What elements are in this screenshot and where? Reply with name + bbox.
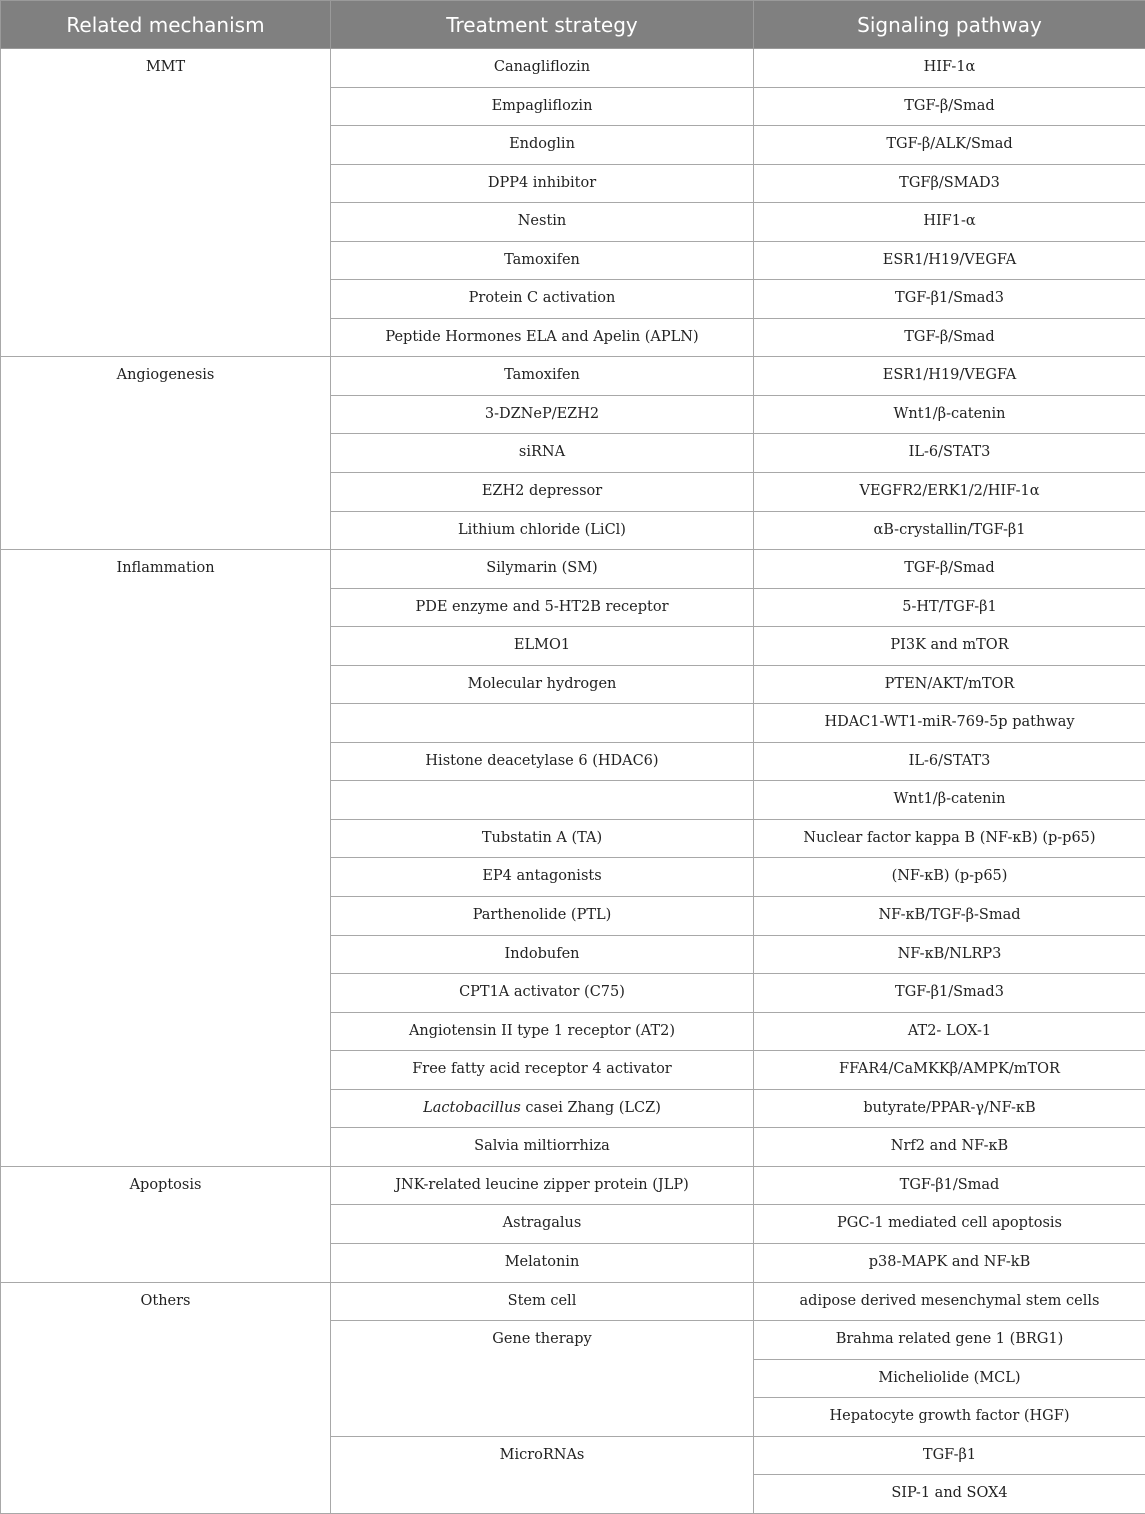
header-treatment-strategy: Treatment strategy xyxy=(331,1,754,49)
header-signaling-pathway: Signaling pathway xyxy=(754,1,1145,49)
strategy-cell: EP4 antagonists xyxy=(331,858,754,897)
table-row xyxy=(1,357,1145,396)
pathway-cell: SIP-1 and SOX4 xyxy=(754,1475,1145,1514)
strategy-cell: siRNA xyxy=(331,434,754,473)
pathway-cell: TGF-β1/Smad3 xyxy=(754,280,1145,319)
group-cell-angiogenesis: Angiogenesis xyxy=(1,357,331,550)
strategy-cell: PDE enzyme and 5-HT2B receptor xyxy=(331,588,754,627)
strategy-cell: Empagliflozin xyxy=(331,87,754,126)
strategy-cell: Lithium chloride (LiCl) xyxy=(331,511,754,550)
pathway-cell: IL-6/STAT3 xyxy=(754,434,1145,473)
strategy-cell: Histone deacetylase 6 (HDAC6) xyxy=(331,742,754,781)
strategy-text: casei Zhang (LCZ) xyxy=(521,1100,661,1116)
pathway-cell: HDAC1-WT1-miR-769-5p pathway xyxy=(754,704,1145,743)
strategy-cell xyxy=(331,1089,754,1128)
pathway-cell: Hepatocyte growth factor (HGF) xyxy=(754,1398,1145,1437)
strategy-cell: Endoglin xyxy=(331,126,754,165)
group-cell-inflammation: Inflammation xyxy=(1,550,331,1167)
pathway-cell: αB-crystallin/TGF-β1 xyxy=(754,511,1145,550)
pathway-cell: Brahma related gene 1 (BRG1) xyxy=(754,1321,1145,1360)
strategy-cell: Parthenolide (PTL) xyxy=(331,897,754,936)
strategy-cell: JNK-related leucine zipper protein (JLP) xyxy=(331,1166,754,1205)
pathway-cell: Wnt1/β-catenin xyxy=(754,781,1145,820)
pathway-cell: PTEN/AKT/mTOR xyxy=(754,665,1145,704)
strategy-cell: MicroRNAs xyxy=(331,1436,754,1513)
strategy-cell: Tamoxifen xyxy=(331,357,754,396)
table-row xyxy=(1,1282,1145,1321)
group-cell-apoptosis: Apoptosis xyxy=(1,1166,331,1282)
pathway-cell: butyrate/PPAR-γ/NF-κB xyxy=(754,1089,1145,1128)
pathway-cell: NF-κB/NLRP3 xyxy=(754,935,1145,974)
pathway-cell: TGF-β/Smad xyxy=(754,318,1145,357)
strategy-cell: Salvia miltiorrhiza xyxy=(331,1128,754,1167)
header-related-mechanism: Related mechanism xyxy=(1,1,331,49)
pathway-cell: TGF-β1 xyxy=(754,1436,1145,1475)
pathway-cell: PI3K and mTOR xyxy=(754,627,1145,666)
pathway-cell: TGFβ/SMAD3 xyxy=(754,164,1145,203)
pathway-cell: PGC-1 mediated cell apoptosis xyxy=(754,1205,1145,1244)
pathway-cell: p38-MAPK and NF-kB xyxy=(754,1243,1145,1282)
strategy-cell: Tamoxifen xyxy=(331,241,754,280)
pathway-cell: HIF-1α xyxy=(754,49,1145,88)
pathway-cell: ESR1/H19/VEGFA xyxy=(754,241,1145,280)
strategy-cell: Angiotensin II type 1 receptor (AT2) xyxy=(331,1012,754,1051)
pathway-cell: Wnt1/β-catenin xyxy=(754,395,1145,434)
strategy-cell: Peptide Hormones ELA and Apelin (APLN) xyxy=(331,318,754,357)
strategy-cell: Stem cell xyxy=(331,1282,754,1321)
pathway-cell: Nrf2 and NF-κB xyxy=(754,1128,1145,1167)
pathway-cell: TGF-β/Smad xyxy=(754,550,1145,589)
group-cell-others: Others xyxy=(1,1282,331,1513)
strategy-cell: Astragalus xyxy=(331,1205,754,1244)
pathway-cell: TGF-β/Smad xyxy=(754,87,1145,126)
pathway-cell: TGF-β/ALK/Smad xyxy=(754,126,1145,165)
strategy-cell: Indobufen xyxy=(331,935,754,974)
strategy-italic-text: Lactobacillus xyxy=(423,1100,521,1116)
strategy-cell: Gene therapy xyxy=(331,1321,754,1437)
pathway-cell: Micheliolide (MCL) xyxy=(754,1359,1145,1398)
strategy-cell: 3-DZNeP/EZH2 xyxy=(331,395,754,434)
strategy-cell: Nestin xyxy=(331,203,754,242)
strategy-cell: ELMO1 xyxy=(331,627,754,666)
pathway-cell: AT2- LOX-1 xyxy=(754,1012,1145,1051)
pathway-cell: adipose derived mesenchymal stem cells xyxy=(754,1282,1145,1321)
table-row xyxy=(1,49,1145,88)
group-cell-mmt: MMT xyxy=(1,49,331,357)
pathway-cell: NF-κB/TGF-β-Smad xyxy=(754,897,1145,936)
strategy-cell: Melatonin xyxy=(331,1243,754,1282)
strategy-cell xyxy=(331,781,754,820)
table-row xyxy=(1,550,1145,589)
strategy-cell: EZH2 depressor xyxy=(331,473,754,512)
pathway-cell: Nuclear factor kappa B (NF-κB) (p-p65) xyxy=(754,819,1145,858)
strategy-cell: Canagliflozin xyxy=(331,49,754,88)
pathway-cell: 5-HT/TGF-β1 xyxy=(754,588,1145,627)
strategy-cell: Protein C activation xyxy=(331,280,754,319)
pathway-cell: TGF-β1/Smad3 xyxy=(754,974,1145,1013)
strategy-cell: Tubstatin A (TA) xyxy=(331,819,754,858)
strategy-cell: CPT1A activator (C75) xyxy=(331,974,754,1013)
pathway-cell: TGF-β1/Smad xyxy=(754,1166,1145,1205)
pathway-cell: FFAR4/CaMKKβ/AMPK/mTOR xyxy=(754,1051,1145,1090)
strategy-cell: DPP4 inhibitor xyxy=(331,164,754,203)
strategy-cell xyxy=(331,704,754,743)
pathway-cell: HIF1-α xyxy=(754,203,1145,242)
strategy-cell: Silymarin (SM) xyxy=(331,550,754,589)
header-row xyxy=(1,1,1145,49)
pathway-cell: (NF-κB) (p-p65) xyxy=(754,858,1145,897)
pathway-cell: VEGFR2/ERK1/2/HIF-1α xyxy=(754,473,1145,512)
strategy-cell: Molecular hydrogen xyxy=(331,665,754,704)
table-row xyxy=(1,1166,1145,1205)
pathway-cell: ESR1/H19/VEGFA xyxy=(754,357,1145,396)
strategy-cell: Free fatty acid receptor 4 activator xyxy=(331,1051,754,1090)
pathway-cell: IL-6/STAT3 xyxy=(754,742,1145,781)
